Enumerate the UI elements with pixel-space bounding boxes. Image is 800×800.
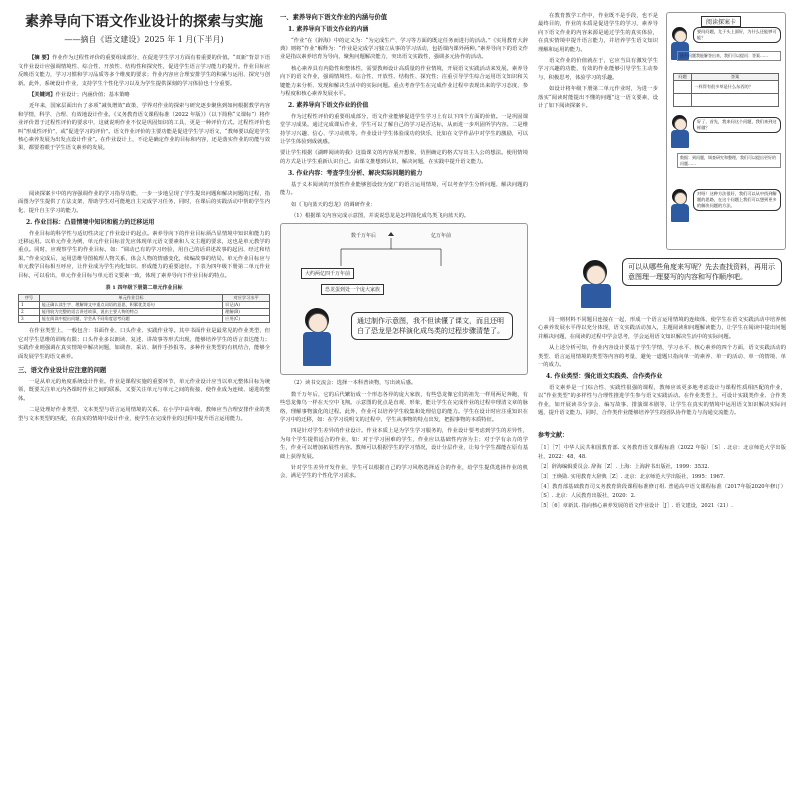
section-heading: 4. 作业类型：强化语文实践类、合作类作业 — [546, 373, 663, 381]
body-paragraph: 要让学生根据《湖畔阅读的我》这篇课文的内容展开想象，仿照确定的格式写出主人公的想法。使用情境的方式是让学生重新认识自己。由课文推想到认识，解决问题，在实践中提升语文能力。 — [280, 150, 528, 165]
body-paragraph: 二是处理好作业类型、文本类型与语言运用情境的关系。在小学中高年级，教师应当合理安排作业的类型与文本类型的匹配，在真实的情境中设计作业，使学生在完成作业的过程中提升语言运用能力。 — [18, 407, 270, 422]
section-heading: 三、语文作业设计应注意的问题 — [18, 367, 107, 375]
table-header: 答案 — [692, 74, 779, 81]
table-cell: 1 — [19, 302, 40, 309]
table-cell: 应用(C) — [223, 316, 270, 323]
speech-bubble: 好了，首先，我来问这个问题，我们来到这样做？ — [693, 117, 781, 133]
card-note: 数据：到问题，调查研究和整理，我们可以提出更好的问题…… — [677, 153, 781, 168]
table-cell: 2 — [19, 309, 40, 316]
body-paragraph: 核心素养具有内隐性和整体性，需要教师设计高质量的作业情境，开展语文实践活动来发展。素养导向下的语文作业，强调情境性、综合性、开放性、结构性、探究性；注重引导学生综合运用语文知识和关键能力来分析、发现和解决生活中的实际问题。重点考查学生在完成作业过程中表现出来的学习态度、参与程度和核心素养发展水平。 — [280, 65, 528, 97]
card-note: 这个问题我能解答出来，我们可以提问：答案…… — [677, 51, 781, 61]
body-paragraph: “作业”在《辞海》中的定义为：“为完成生产、学习等方面的既定任务而进行的活动。”《实用教育大辞典》则将“作业”解释为：“作业是完成学习独立从事的学习活动，包括课内课外两种。”素养导向下的语文作业是指以素养培育为导向，聚焦问题解决能力，突出语文实践性，强调多元协作的活动。 — [280, 37, 528, 61]
table-cell: 理解(B) — [223, 309, 270, 316]
reference-item: ［5］［6］章新其. 指向核心素养发展的语文作业设计［J］. 语文建设，2021（21）. — [538, 502, 733, 509]
intro-paragraph: 近年来，国家层面出台了多项“减负增效”政策，学界对作业的探索与研究逐步聚焦到如何根据教学内容和学情，科学、合理、有效地设计作业。《义务教育语文课程标准（2022 年版）》（以下简称“义课标”）将作业评价置于过程性评价的要求中，这就说明作业不仅是巩固知识的工具，更是一种评价方式。过程性评价也叫“形成性评价”，或“促进学习的评价”。语文作业评价的主要功能是促进学生学习语文，“教师要以促进学生核心素养发展为出发点设计作业”。在作业设计上，不论是确定作业的目标和内容，还是落实作业的功能与效果，都要着眼于学生语文素养的发展。 — [18, 103, 270, 152]
table-cell: 3 — [19, 316, 40, 323]
diagram-label: 数千万年后 — [351, 233, 377, 240]
student-illustration — [299, 308, 339, 368]
table-caption: 表 1 四年级下册第二单元作业目标 — [105, 285, 183, 292]
keywords — [18, 91, 270, 99]
body-paragraph: 在作业类型上，一般包含：书面作业、口头作业、实践作业等。其中书面作业是最常见的作业类型，但它对学生思维的训练有限；口头作业多以朗读、复述、讲故事等形式出现，能够培养学生的语言表达能力；实践作业则强调在真实情境中解决问题，如调查、采访、制作手抄报等。多种作业类型的有机结合，能够全面发展学生的语文素养。 — [18, 328, 270, 360]
table-cell: 识记(A) — [223, 302, 270, 309]
section-heading: 1. 素养导向下语文作业的内涵 — [288, 26, 369, 33]
diagram-label: 亿万年前 — [431, 233, 452, 240]
column-right — [538, 0, 786, 800]
table-row — [674, 81, 779, 94]
speech-bubble: 要问问题，尤于头上面好，为什么还能够可能？ — [693, 27, 781, 43]
speech-bubble: 可以从哪些角度来写呢？先去查找资料，再用示意图理一理要写的内容和写作顺序吧。 — [622, 258, 782, 286]
card-title: 阅读探案卡 — [701, 16, 741, 27]
body-paragraph: 作业目标的科学性与适切性决定了作业设计的起点。素养导向下的作业目标须凸显情境中知识和能力的迁移运用。以单元作业为例，单元作业目标首先应体现单元语文要素和人文主题的要求，这也是单元教学的重点。同时，应观察学生的作业目标，如：“调动已有的学习经验，用自己的话讲述故事的起因、经过和结果。”作业完成后，运用思维导图梳理人物关系，体会人物的情感变化，续编故事的结局。单元作业目标应与单元教学目标相互呼应，让作业成为学生内化知识、形成能力的重要途径。下表为四年级下册第二单元作业目标，可以看出，单元作业目标与单元语文要素一致，体现了素养导向下作业目标的特点。 — [18, 230, 270, 279]
table-row — [19, 302, 270, 309]
dinosaur-diagram-figure — [280, 223, 528, 375]
body-paragraph: 语文素养是一门综合性、实践性很强的课程，教师应该更多地考虑设计与课程性质相匹配的作业，以“作业类型”的多样性与合理性推进学生参与语文实践活动。在作业类型上，可设计实践类作业、合作类作业，如开展读书分享会、编写故事、排演课本剧等，让学生在真实的情境中运用语文知识解决实际问题，提升语文能力。同时，合作类作业能够培养学生的团队协作能力与沟通交流能力。 — [538, 384, 786, 417]
table-cell — [674, 94, 692, 107]
speech-bubble: 通过制作示意图，我不但读懂了课文，而且还明白了恐龙是怎样演化成鸟类的过程步骤清楚了。 — [351, 312, 513, 340]
student-illustration — [578, 260, 614, 308]
body-paragraph: 阅读探案卡中的内容强调作业的学习指导功能，一步一步地呈现了学生提出问题和解决问题的过程，指面图为学生提供了方法支架，帮助学生对可能地自主完成学习任务，同时，在课后的实践活动中帮助学生内化、提升自主学习的能力。 — [18, 190, 270, 214]
student-illustration — [669, 189, 691, 223]
paper-subtitle: ——摘自《语文建设》2025 年 1 月(下半月) — [64, 35, 224, 44]
section-heading: 2. 作业目标：凸显情境中知识和能力的迁移运用 — [26, 219, 155, 227]
keywords-label: 【关键词】 — [29, 92, 56, 99]
body-paragraph: 同一则材料不同题目连接在一起，形成一个语言运用情境的连续体，使学生在语文实践活动中培养核心素养发展水平得以充分体现，语文实践活动加入，主题阅读和问题解读能力，让学生在阅读中提出问题并解决问题，在阅读的过程中学会思考，学会运用语文知识解决生活中的实际问题。 — [538, 317, 786, 340]
table-header: 序号 — [19, 295, 40, 302]
reference-item: ［1］［7］中华人民共和国教育部. 义务教育语文课程标准（2022 年版）［S］. 北京：北京师范大学出版社，2022：48，48. — [538, 444, 786, 460]
section-heading: 2. 素养导向下语文作业的价值 — [288, 102, 369, 110]
table-row — [674, 94, 779, 107]
table-row — [19, 316, 270, 323]
table-row — [19, 309, 270, 316]
body-paragraph: 针对学生差异开发作业，学生可以根据自己的学习风格选择适合的作业，给学生提供选择作业的机会，满足学生的个性化学习需求。 — [280, 465, 528, 480]
abstract-label: 【摘 要】 — [29, 55, 53, 62]
body-paragraph: 从上述分析可知，作业内容设计要基于学生学情，学习水平、核心素养的四个方面，语文实践活动的类型、语言运用情境的类型等内容的考量，避免一道题只指向单一的素养、单一的活动、单一的情境、单一的成力。 — [538, 345, 786, 369]
diagram-box: 大约两亿四千万年前 — [301, 268, 354, 279]
abstract-text: 作业作为过程性评价的重要组成部分，在促进学生学习方面有着重要的价值。“双新”背景下语文作业设计应强调情境性、综合性、开放性、结构性和探究性，促进学生语言学习能力的提升。作业目标应反映语文能力，学习习惯和学习品质等多个维度的要求；作业内容应合理安排学生的积累与运用、探究与创新。此外，系统设计作业，支持学生个性化学习以及为学生提供深刻的学习体验也十分重要。 — [18, 55, 270, 87]
reference-item: ［2］辞海编辑委员会. 辞海［Z］. 上海：上海辞书出版社，1999：3532. — [538, 463, 710, 470]
speech-bubble: 对呀！这种方法很好，我们可以从中找到解题的思路，在这个问题上我们可以想到更多的解决问题的方法。 — [693, 189, 781, 211]
table-cell: 一样得有很多草是什么东西的？ — [692, 81, 779, 94]
table-cell: 能正确认读生字、理解课文中重点词语的意思，积累优美语句 — [39, 302, 222, 309]
card-table — [673, 73, 779, 107]
body-paragraph: 如设计将年级下册第二单元作业时，为进一步落实“阅读时能提出不懂的问题”这一语文要素，设计了如下阅读探案卡。 — [538, 86, 658, 110]
references-heading: 参考文献： — [538, 431, 569, 439]
table-header: 问题 — [674, 74, 692, 81]
section-heading: 3. 作业内容：考查学生分析、解决实际问题的能力 — [288, 170, 423, 178]
body-paragraph: 基于义本阅读的开放性作业能够创设较为宽广的语言运用情境，可以考查学生分析问题、解决问题的能力。 — [280, 181, 528, 197]
body-paragraph: （2）读书交流会：选择一本科普读物，写出读后感。 — [291, 380, 417, 387]
reference-item: ［3］王焕勋. 实用教育大辞典［Z］. 北京：北京师范大学出版社，1995：1967. — [538, 473, 725, 480]
body-paragraph: （1）根据课文内容完成示意图，并说说恐龙是怎样演化成鸟类飞向蓝天的。 — [291, 213, 470, 219]
column-left — [18, 0, 270, 800]
paper-title: 素养导向下语文作业设计的探索与实施 — [25, 14, 263, 30]
body-paragraph: 一是从单元的角度系统设计作业。作业是课程实施的重要环节，单元作业设计应当以单元整体目标为统领，既要关注单元内各课时作业之间的联系，又要关注单元与单元之间的衔接，使作业成为连续、递进的整体。 — [18, 379, 270, 402]
table-header: 单元作业目标 — [39, 295, 222, 302]
body-paragraph: 数千万年后，它的后代繁衍成一个形态各异的庞大家族，有些恐龙像它们的祖先一样用两足奔跑，有些恐龙像鸟一样在天空中飞翔。示意图的优点是直观、形象，能让学生在完成作业的过程中理清文章的脉络，理解事物演化的过程。此外，作业可以培养学生收集和处理信息的能力。学生在设计时应注重知识在学习中的迁移，如：在学习说明文的过程中，学生从事物的特点出发，把握事物的本质特征。 — [280, 391, 528, 424]
student-illustration — [669, 115, 691, 149]
body-paragraph: 语文作业的价值就在于，它应当具有激发学生学习兴趣的功能，有效的作业能够引导学生主动参与、积极思考，体验学习的乐趣。 — [538, 58, 658, 81]
body-paragraph: 在教育教学工作中，作业既不是手段，也不是最终目的，作业的本质是促进学生的学习，素养导向下语文作业的内容来源是通过学生的真实体验，在真实情境中提升语言能力，并培养学生语文知识理解和运用的能力。 — [538, 13, 658, 53]
goals-table — [18, 294, 270, 323]
writing-hint-figure — [538, 256, 786, 308]
diagram-box: 恐龙蛋到处一个庞大家族 — [321, 284, 384, 295]
table-cell — [674, 81, 692, 94]
abstract — [18, 54, 270, 88]
table-cell — [692, 94, 779, 107]
table-header: 对应学习水平 — [223, 295, 270, 302]
reading-case-card — [666, 12, 786, 250]
table-cell: 能用较为完整的语言讲述故事，说出主要人物的特点 — [39, 309, 222, 316]
keywords-text: 作业设计；内涵价值；基本策略 — [55, 92, 130, 99]
section-heading: 一、素养导向下语文作业的内涵与价值 — [280, 14, 388, 21]
body-paragraph: 作为过程性评价的重要组成部分，语文作业能够促进学生学习上有以下四个方面的价值。一是巩固课堂学习成果。通过完成课后作业，学生可以了解自己的学习是否达标，从而进一步巩固所学内容。二是维持学习兴趣、信心、学习动机等。作业设计学生体验成功的快乐，比如在文学作品中对学生的激励，可以让学生体验到成就感。 — [280, 113, 528, 146]
column-middle — [280, 0, 528, 800]
table-cell: 能在阅读中提出问题，学会从不同角度思考问题 — [39, 316, 222, 323]
body-paragraph: 如《飞向蓝天的恐龙》的调研作业： — [291, 201, 376, 208]
reference-item: ［4］教育部基础教育司义务教育阶段课程标准修订组. 普通高中语文课程标准（2017年版2020年修订）［S］. 北京：人民教育出版社，2020：2. — [538, 483, 786, 499]
body-paragraph: 四是针对学生差异的作业设计。作业本质上是为学生学习服务的，作业设计要考虑到学生的差异性，为每个学生提供适合的作业，如：对于学习困难的学生，作业应以基础性内容为主；对于学有余力的学生，作业可以增加拓展性内容。教师可以根据学生的学习情况，设计分层作业，让每个学生都能在原有基础上获得发展。 — [280, 428, 528, 460]
